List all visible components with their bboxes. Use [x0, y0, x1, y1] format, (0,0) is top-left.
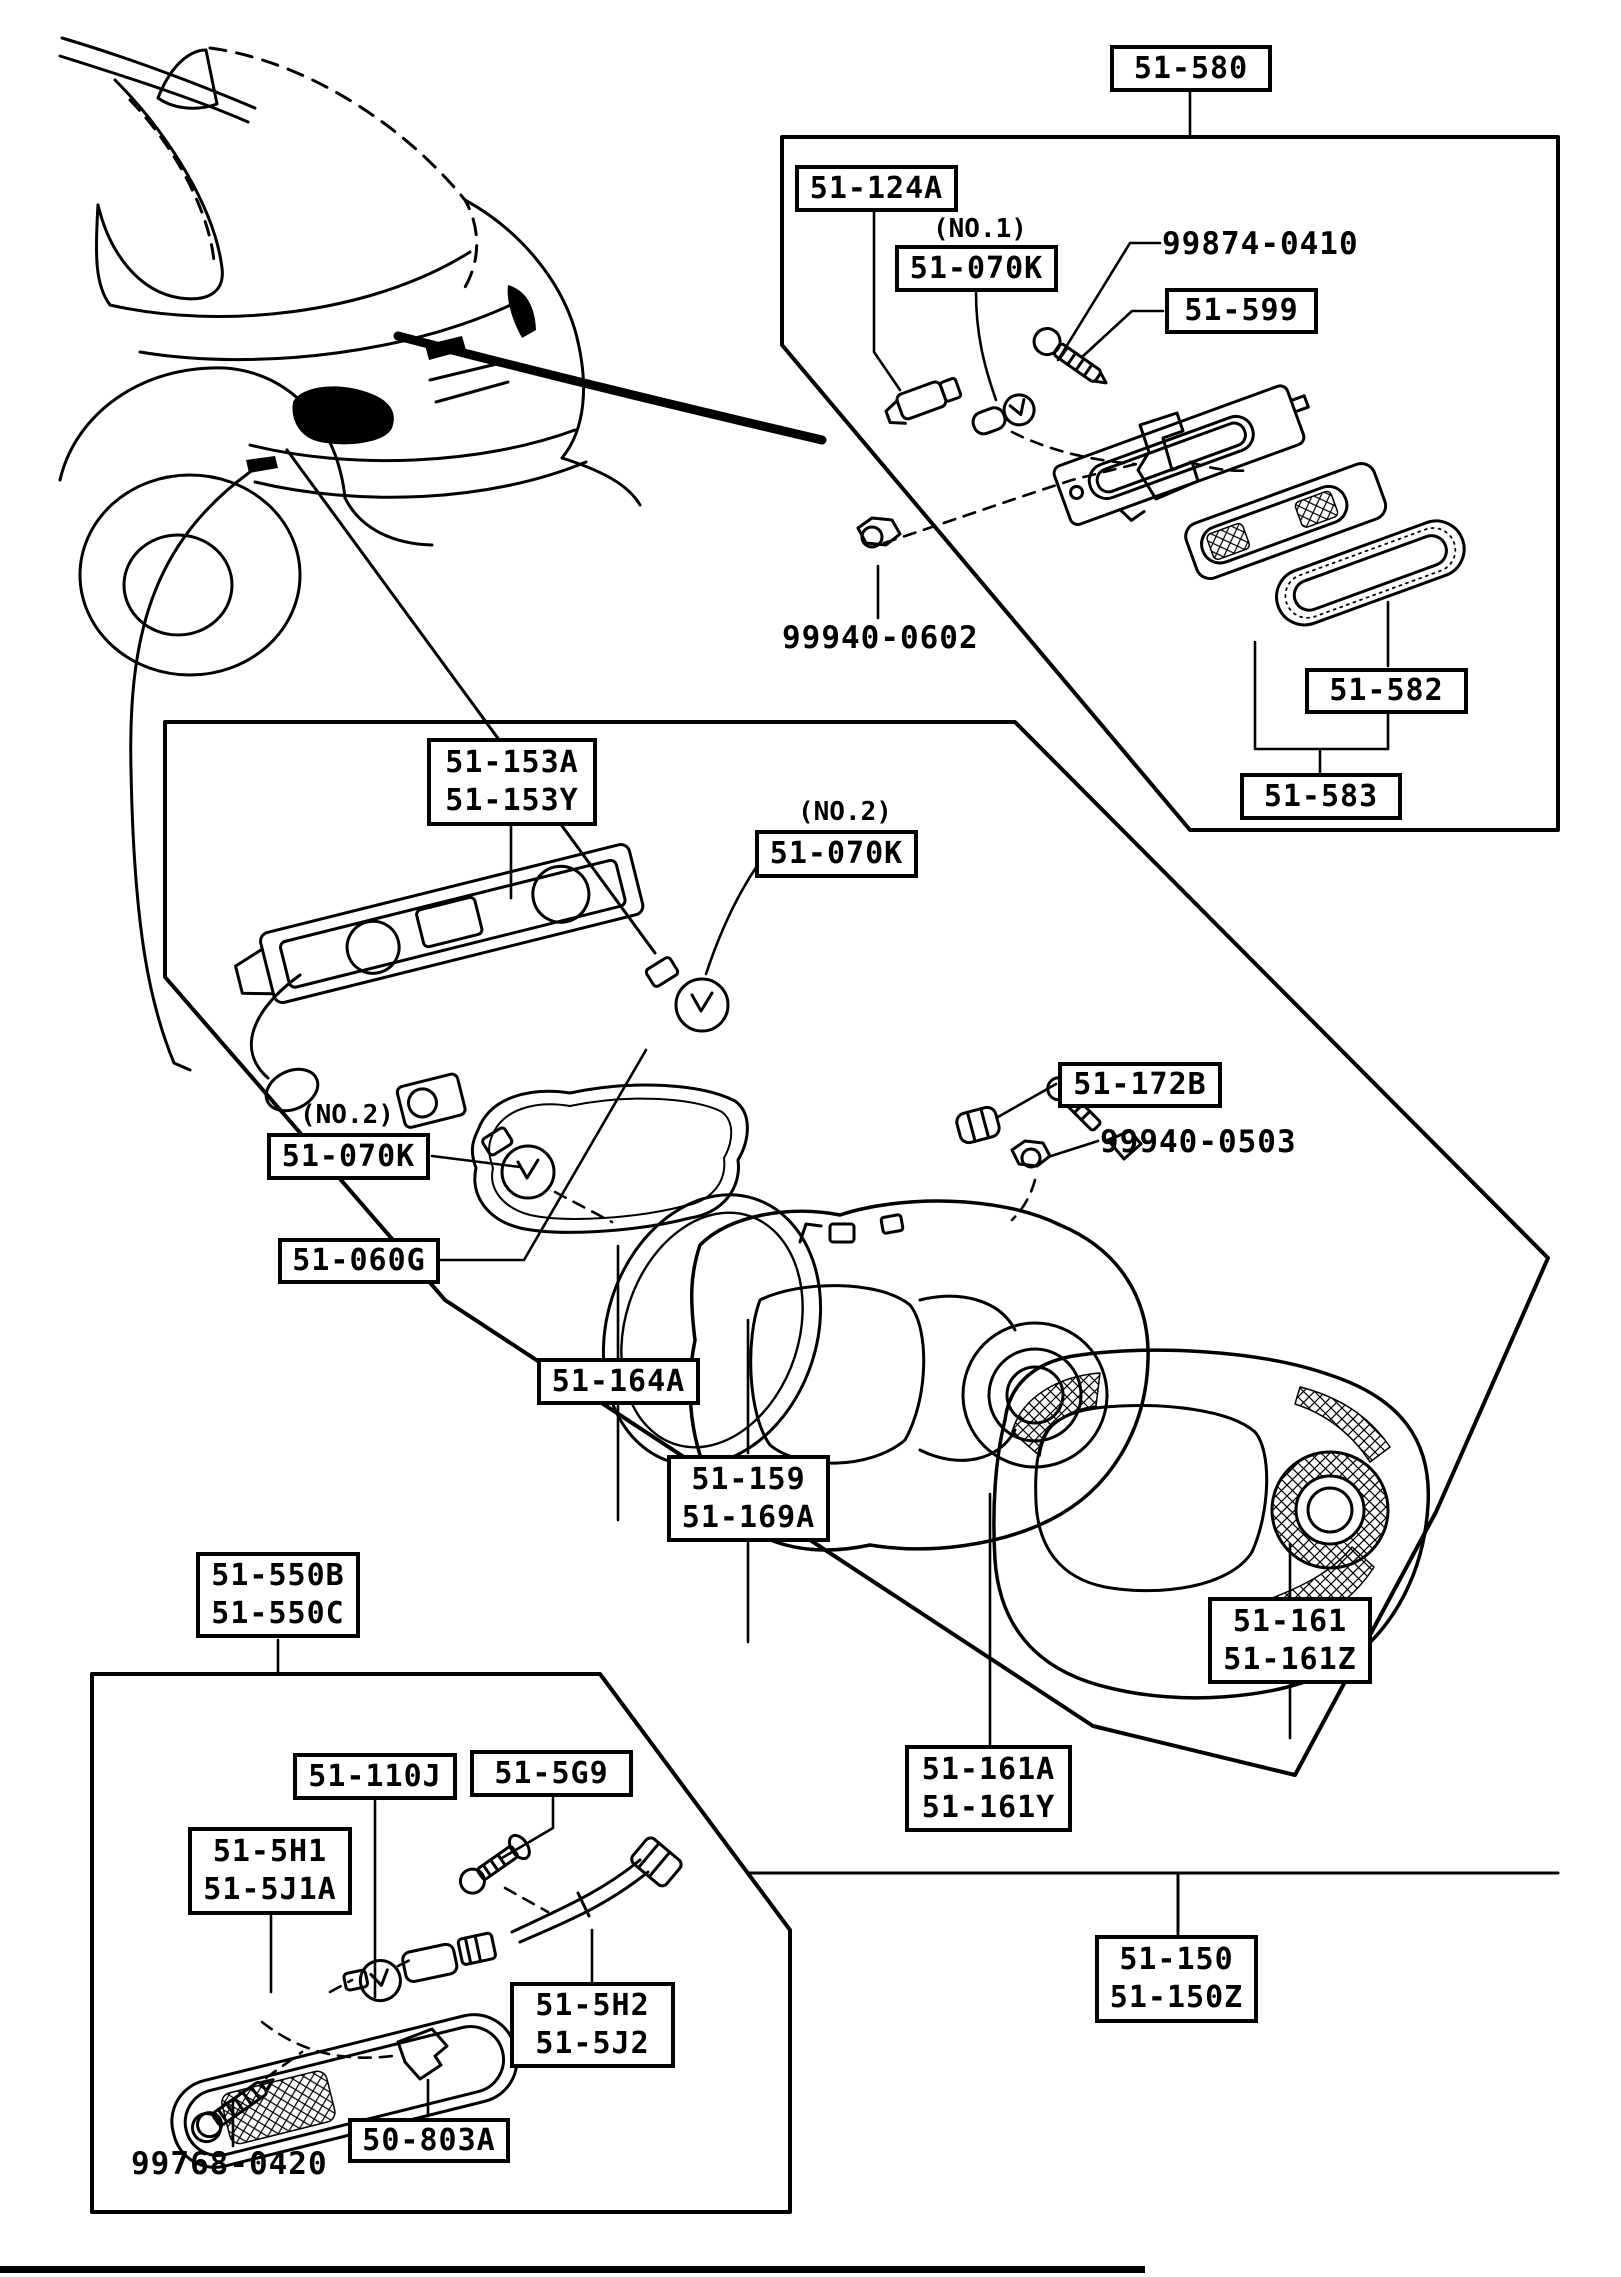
leader-to-middle: [287, 450, 655, 953]
callout-51-070K-no2-upper[interactable]: 51-070K: [755, 830, 918, 878]
callout-51-159-169A[interactable]: 51-159 51-169A: [667, 1455, 830, 1542]
note-no2-lower: (NO.2): [300, 1100, 394, 1130]
note-no2-upper: (NO.2): [798, 797, 892, 827]
callout-99940-0602: 99940-0602: [782, 620, 979, 656]
callout-51-153A-Y[interactable]: 51-153A 51-153Y: [427, 738, 597, 826]
callout-51-164A[interactable]: 51-164A: [537, 1358, 700, 1405]
callout-51-580[interactable]: 51-580: [1110, 45, 1272, 92]
leader-left-curve: [131, 472, 250, 1070]
callout-51-161A-161Y[interactable]: 51-161A 51-161Y: [905, 1745, 1072, 1832]
car-rear-sketch: [60, 38, 822, 1070]
car-edge-lamp: [508, 285, 536, 338]
callout-51-599[interactable]: 51-599: [1165, 288, 1318, 334]
car-side-marker: [246, 456, 278, 473]
callout-99768-0420: 99768-0420: [131, 2146, 328, 2182]
callout-51-582[interactable]: 51-582: [1305, 668, 1468, 714]
section-borders: [0, 137, 1558, 2273]
callout-51-124A[interactable]: 51-124A: [795, 165, 958, 212]
nut-99940-0602: [858, 518, 900, 547]
callout-51-070K-no1[interactable]: 51-070K: [895, 245, 1058, 292]
page-bottom-rule: [0, 2266, 1145, 2273]
callout-51-110J[interactable]: 51-110J: [293, 1753, 457, 1800]
bulb-upper: [645, 956, 728, 1031]
car-tail-lamp: [292, 386, 393, 444]
callout-99874-0410: 99874-0410: [1162, 226, 1359, 262]
callout-51-5G9[interactable]: 51-5G9: [470, 1750, 633, 1797]
callout-99940-0503: 99940-0503: [1100, 1124, 1297, 1160]
callout-51-5H2-5J2[interactable]: 51-5H2 51-5J2: [510, 1982, 675, 2068]
callout-50-803A[interactable]: 50-803A: [348, 2118, 510, 2163]
callout-51-550B-550C[interactable]: 51-550B 51-550C: [196, 1552, 360, 1638]
callout-51-150-150Z[interactable]: 51-150 51-150Z: [1095, 1935, 1258, 2023]
bracket-51-150: [748, 1873, 1558, 1934]
callout-51-060G[interactable]: 51-060G: [278, 1238, 440, 1284]
callout-51-583[interactable]: 51-583: [1240, 773, 1402, 820]
callout-51-161-161Z[interactable]: 51-161 51-161Z: [1208, 1597, 1372, 1684]
note-no1: (NO.1): [933, 214, 1027, 244]
callout-51-5H1-5J1A[interactable]: 51-5H1 51-5J1A: [188, 1827, 352, 1915]
callout-51-172B[interactable]: 51-172B: [1058, 1062, 1222, 1108]
leader-swoosh: [398, 336, 822, 440]
callout-51-070K-no2-lower[interactable]: 51-070K: [267, 1133, 430, 1180]
